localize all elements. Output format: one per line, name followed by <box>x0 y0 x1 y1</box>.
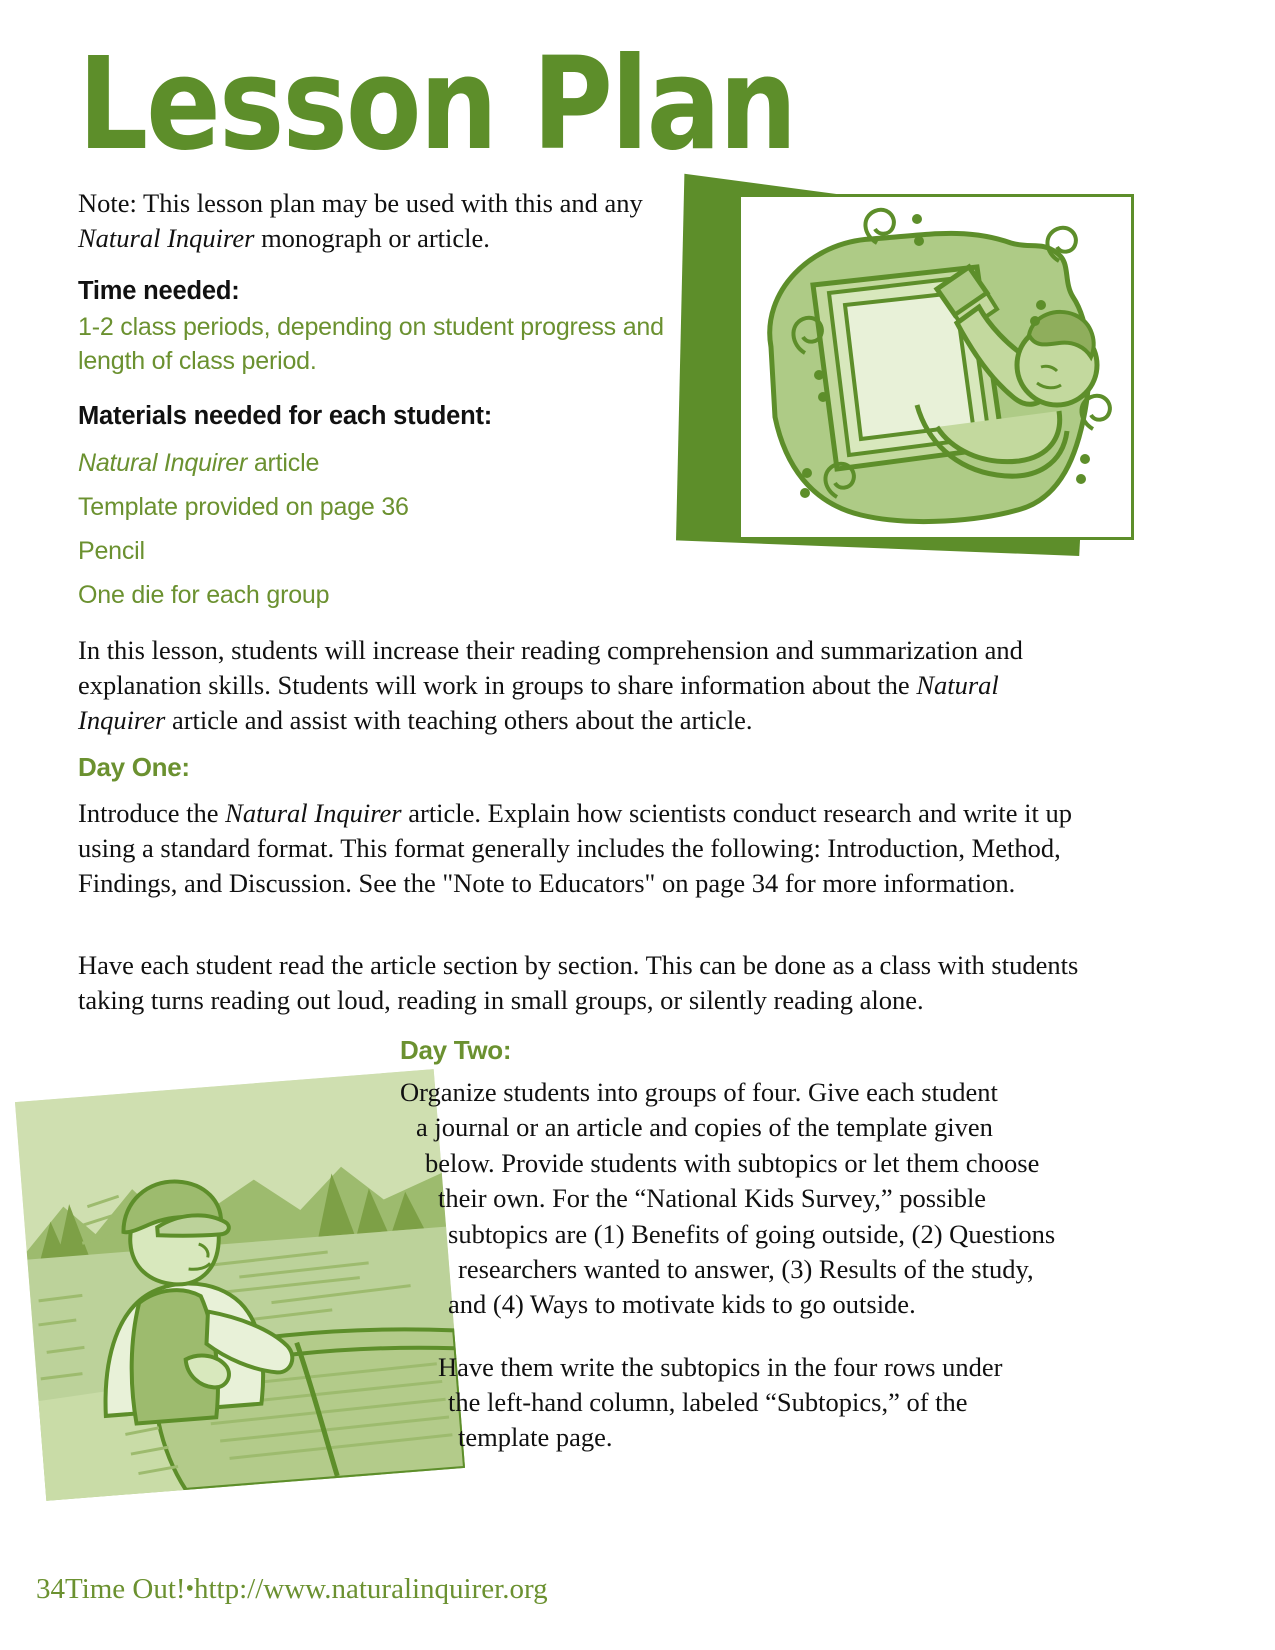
page-title: Lesson Plan <box>78 31 796 179</box>
day-two-line: a journal or an article and copies of the template given <box>416 1112 993 1143</box>
day-two-paragraphs <box>400 1075 1090 1456</box>
intro-italic-title: Natural Inquirer <box>78 670 999 736</box>
footer-url[interactable]: http://www.naturalinquirer.org <box>194 1573 548 1605</box>
day-two-heading: Day Two: <box>400 1035 512 1065</box>
materials-heading: Materials needed for each student: <box>78 402 493 430</box>
day-two-line: Organize students into groups of four. Give each student <box>400 1077 998 1107</box>
footer-publication: Time Out! <box>65 1573 186 1605</box>
materials-item-text: Template provided on page 36 <box>78 493 409 521</box>
person-in-canoe-illustration <box>15 1069 465 1501</box>
canoe-scene-artwork <box>15 1069 465 1501</box>
day-two-line: subtopics are (1) Benefits of going outside, (2) Questions <box>448 1218 1056 1249</box>
materials-item <box>78 537 145 566</box>
day-one-paragraph <box>78 796 1090 901</box>
day-two-line: researchers wanted to answer, (3) Results of the study, <box>458 1253 1034 1284</box>
time-needed-body: 1-2 class periods, depending on student progress and length of class period. <box>78 313 664 375</box>
day-two-line: template page. <box>458 1422 613 1453</box>
materials-item <box>78 581 329 610</box>
intro-part-a: In this lesson, students will increase their reading comprehension and summarization and explanation skills. Students will work in groups to share information about the <box>78 635 1023 701</box>
note-prefix: Note: This lesson plan may be used with this and any <box>78 188 643 218</box>
materials-item-text: article <box>247 449 320 477</box>
note-italic-title: Natural Inquirer <box>78 222 255 253</box>
materials-item-text: One die for each group <box>78 581 330 609</box>
day-two-line: their own. For the “National Kids Survey,” possible <box>438 1183 987 1214</box>
day-two-line: and (4) Ways to motivate kids to go outside. <box>448 1289 916 1320</box>
student-writing-illustration <box>676 166 1146 566</box>
footer-separator: • <box>185 1576 194 1602</box>
materials-item-italic: Natural Inquirer <box>78 449 248 477</box>
day-one-part-a: Introduce the <box>78 798 226 828</box>
illustration-white-frame <box>738 194 1134 540</box>
day-one-italic-title: Natural Inquirer <box>225 798 402 828</box>
footer-page-number: 34 <box>36 1573 65 1605</box>
canoe-illustration-canvas <box>15 1069 465 1501</box>
day-one-reading-paragraph: Have each student read the article section by section. This can be done as a class with students taking turns reading out loud, reading in small groups, or silently reading alone. <box>78 950 1079 1016</box>
day-two-line: the left-hand column, labeled “Subtopics,” of the <box>448 1387 968 1417</box>
materials-item <box>78 493 409 522</box>
time-needed-heading: Time needed: <box>78 277 240 305</box>
materials-item <box>78 449 319 478</box>
materials-item-text: Pencil <box>78 537 145 565</box>
lesson-note <box>78 186 688 256</box>
day-two-line: below. Provide students with subtopics or let them choose <box>425 1147 1040 1178</box>
student-writing-artwork <box>741 197 1131 537</box>
day-two-line: Have them write the subtopics in the four rows under <box>438 1351 1003 1382</box>
day-one-part-c: article. Explain how scientists conduct research and write it up using a standard format. This format generally includes the following: Introduction, Method, Findings, and Discussion. See the "Note to Educators" on page 34 for more information. <box>78 798 1072 899</box>
day-one-heading: Day One: <box>78 752 190 782</box>
note-suffix: monograph or article. <box>254 222 490 253</box>
intro-part-c: article and assist with teaching others about the article. <box>165 705 753 736</box>
intro-paragraph <box>78 633 1090 738</box>
page-footer <box>36 1573 548 1606</box>
